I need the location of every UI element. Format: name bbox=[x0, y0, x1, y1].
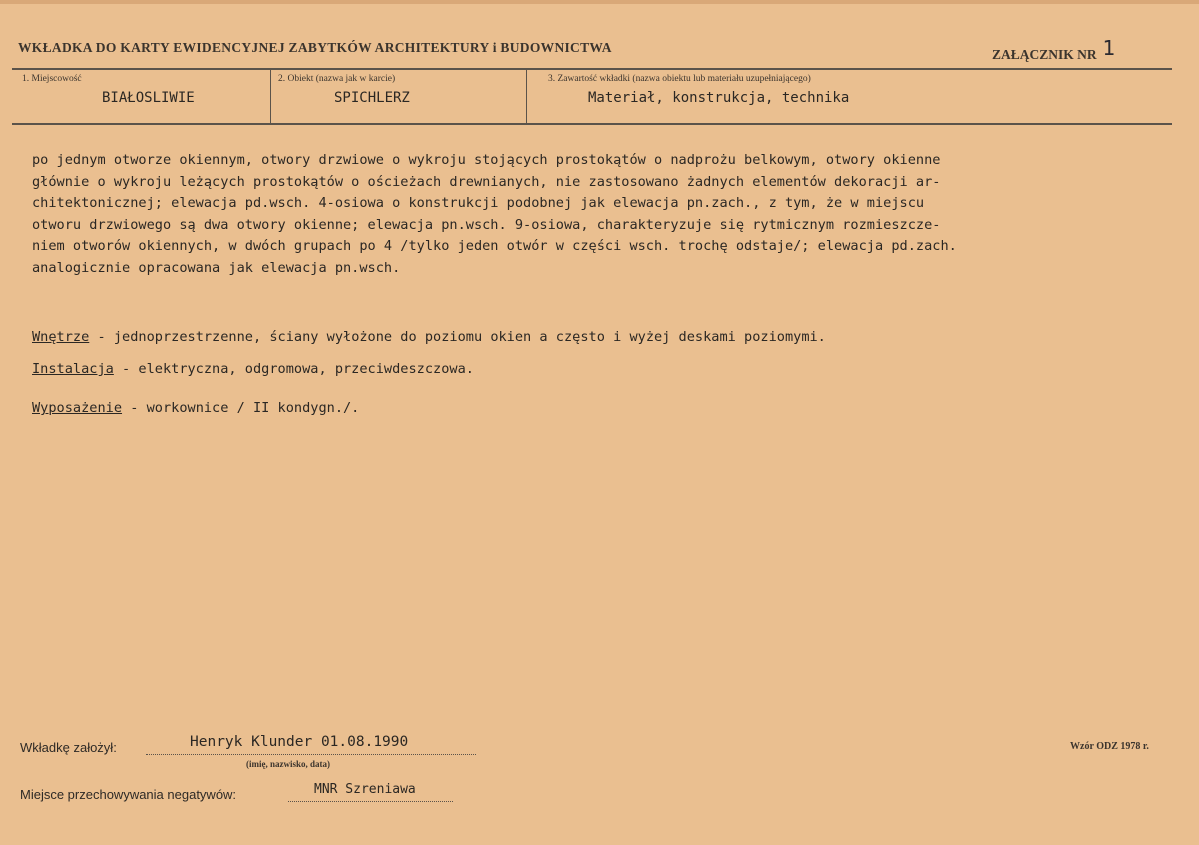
description-line: głównie o wykroju leżących prostokątów o ościeżach drewnianych, nie zastosowano żadnych elementów dekoracji ar- bbox=[32, 173, 941, 190]
description-text bbox=[32, 150, 1172, 279]
contents-value: Materiał, konstrukcja, technika bbox=[588, 90, 850, 106]
header-divider-1 bbox=[270, 70, 271, 123]
locality-label: 1. Miejscowość bbox=[22, 74, 82, 84]
interior-section bbox=[32, 329, 826, 345]
created-by-line bbox=[146, 754, 476, 755]
negatives-label: Miejsce przechowywania negatywów: bbox=[20, 787, 237, 802]
attachment-number-value: 1 bbox=[1102, 36, 1116, 60]
locality-value: BIAŁOSLIWIE bbox=[102, 90, 195, 106]
header-top-rule bbox=[12, 68, 1172, 70]
header-divider-2 bbox=[526, 70, 527, 123]
description-line: po jednym otworze okiennym, otwory drzwiowe o wykroju stojących prostokątów o nadprożu belkowym, otwory okienne bbox=[32, 152, 941, 168]
description-line: chitektonicznej; elewacja pd.wsch. 4-osiowa o konstrukcji podobnej jak elewacja pn.zach., z tym, że w miejscu bbox=[32, 195, 925, 211]
negatives-value: MNR Szreniawa bbox=[314, 782, 416, 797]
card-title: WKŁADKA DO KARTY EWIDENCYJNEJ ZABYTKÓW ARCHITEKTURY i BUDOWNICTWA bbox=[18, 40, 612, 55]
negatives-line bbox=[288, 801, 453, 802]
object-value: SPICHLERZ bbox=[334, 90, 410, 106]
form-template-label: Wzór ODZ 1978 r. bbox=[1070, 741, 1149, 752]
card-edge bbox=[0, 0, 1199, 4]
description-line: otworu drzwiowego są dwa otwory okienne; elewacja pn.wsch. 9-osiowa, charakteryzuje się rytmicznym rozmieszcze- bbox=[32, 216, 941, 233]
header-bottom-rule bbox=[12, 123, 1172, 125]
created-by-value: Henryk Klunder 01.08.1990 bbox=[190, 734, 409, 750]
interior-heading: Wnętrze bbox=[32, 329, 90, 345]
created-by-caption: (imię, nazwisko, data) bbox=[246, 759, 330, 769]
attachment-label: ZAŁĄCZNIK NR bbox=[992, 47, 1097, 62]
equipment-section bbox=[32, 400, 359, 416]
equipment-heading: Wyposażenie bbox=[32, 400, 123, 416]
installation-heading: Instalacja bbox=[32, 361, 114, 377]
installation-text: - elektryczna, odgromowa, przeciwdeszczowa. bbox=[113, 361, 474, 377]
attachment-number bbox=[992, 36, 1116, 64]
description-line: niem otworów okiennych, w dwóch grupach po 4 /tylko jeden otwór w części wsch. trochę odstaje/; elewacja pd.zach. bbox=[32, 238, 957, 254]
object-label: 2. Obiekt (nazwa jak w karcie) bbox=[278, 74, 396, 84]
interior-text: - jednoprzestrzenne, ściany wyłożone do poziomu okien a często i wyżej deskami poziomymi. bbox=[89, 329, 826, 345]
description-line: analogicznie opracowana jak elewacja pn.wsch. bbox=[32, 259, 401, 276]
equipment-text: - workownice / II kondygn./. bbox=[122, 400, 360, 416]
created-by-label: Wkładkę założył: bbox=[20, 740, 117, 755]
installation-section bbox=[32, 361, 474, 377]
contents-label: 3. Zawartość wkładki (nazwa obiektu lub materiału uzupełniającego) bbox=[548, 74, 811, 84]
